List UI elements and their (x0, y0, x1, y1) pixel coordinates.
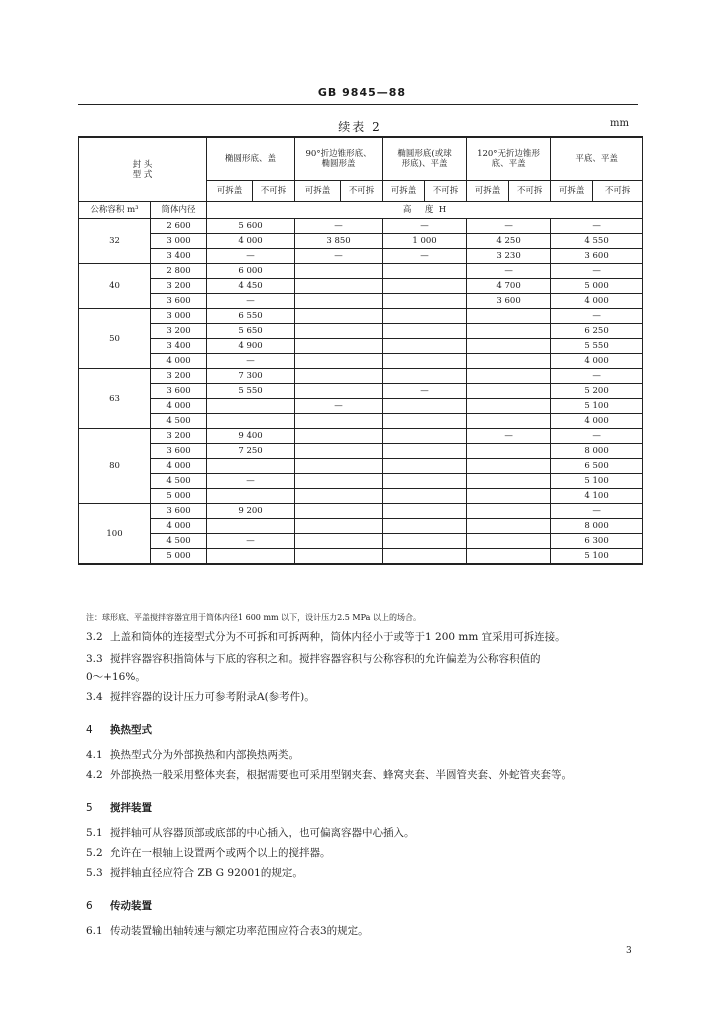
diameter-cell: 3 600 (151, 444, 207, 459)
table-row (79, 309, 643, 324)
diameter-cell: 3 600 (151, 294, 207, 309)
height-cell: 7 300 (207, 369, 295, 384)
height-cell (383, 414, 467, 429)
head-type-label: 封 头 型 式 (79, 137, 207, 202)
table-row (79, 294, 643, 309)
height-cell: — (207, 474, 295, 489)
item-4-2 (86, 768, 636, 783)
height-cell: 5 100 (551, 474, 643, 489)
height-cell: 9 200 (207, 504, 295, 519)
height-cell (383, 324, 467, 339)
height-cell (467, 459, 551, 474)
height-cell (207, 414, 295, 429)
sub-fixed: 不可拆 (593, 181, 643, 202)
height-cell (383, 519, 467, 534)
height-cell (383, 264, 467, 279)
height-cell: — (295, 249, 383, 264)
height-cell (383, 489, 467, 504)
diameter-cell: 5 000 (151, 549, 207, 565)
table-row (79, 444, 643, 459)
section-5-heading (86, 800, 152, 815)
diameter-cell: 2 600 (151, 219, 207, 234)
col-group-5: 平底、平盖 (551, 137, 643, 181)
table-row (79, 264, 643, 279)
height-cell: 3 600 (467, 294, 551, 309)
section-title: 换热型式 (110, 724, 152, 736)
height-cell: 5 200 (551, 384, 643, 399)
table-row (79, 489, 643, 504)
diameter-cell: 3 000 (151, 309, 207, 324)
height-cell (383, 549, 467, 565)
table-row (79, 354, 643, 369)
height-cell: 6 550 (207, 309, 295, 324)
height-cell: — (207, 354, 295, 369)
sub-removable: 可拆盖 (467, 181, 509, 202)
diameter-cell: 4 500 (151, 474, 207, 489)
height-cell: — (467, 264, 551, 279)
height-cell (383, 399, 467, 414)
para-text: 上盖和筒体的连接型式分为不可拆和可拆两种，筒体内径小于或等于1 200 mm 宜采用可拆连接。 (110, 631, 566, 643)
table-row (79, 459, 643, 474)
height-cell (295, 429, 383, 444)
height-cell (467, 399, 551, 414)
height-cell: — (551, 429, 643, 444)
para-text: 外部换热一般采用整体夹套，根据需要也可采用型钢夹套、蜂窝夹套、半圆管夹套、外蛇管夹套等。 (110, 769, 572, 781)
height-cell (383, 459, 467, 474)
height-cell (383, 279, 467, 294)
table-row (79, 234, 643, 249)
height-cell: — (551, 369, 643, 384)
height-cell (295, 369, 383, 384)
diameter-cell: 4 000 (151, 459, 207, 474)
sub-fixed: 不可拆 (425, 181, 467, 202)
height-cell (383, 339, 467, 354)
diameter-cell: 2 800 (151, 264, 207, 279)
para-text: 传动装置输出轴转速与额定功率范围应符合表3的规定。 (110, 925, 369, 937)
capacity-cell: 63 (79, 369, 151, 429)
height-cell: 4 100 (551, 489, 643, 504)
para-number: 4.2 (86, 769, 103, 781)
col-group-4: 120°无折边锥形 底、平盖 (467, 137, 551, 181)
height-cell: 4 900 (207, 339, 295, 354)
height-cell: 3 230 (467, 249, 551, 264)
height-cell (207, 549, 295, 565)
diameter-cell: 3 200 (151, 279, 207, 294)
col-diameter-header: 筒体内径 (151, 202, 207, 219)
capacity-cell: 32 (79, 219, 151, 264)
para-number: 5.2 (86, 847, 103, 859)
para-text: 搅拌容器容积指筒体与下底的容积之和。搅拌容器容积与公称容积的允许偏差为公称容积值的 (110, 653, 541, 665)
col-group-2: 90°折边锥形底、 椭圆形盖 (295, 137, 383, 181)
table-row (79, 219, 643, 234)
item-5-3 (86, 866, 636, 881)
height-cell (467, 414, 551, 429)
item-5-1 (86, 826, 636, 841)
height-cell: — (383, 249, 467, 264)
para-text: 搅拌容器的设计压力可参考附录A(参考件)。 (110, 691, 315, 703)
paragraph-3-3-cont (86, 670, 636, 685)
sub-removable: 可拆盖 (295, 181, 341, 202)
paragraph-3-4 (86, 690, 636, 705)
capacity-cell: 100 (79, 504, 151, 565)
table-unit: mm (610, 118, 629, 129)
height-cell: — (295, 219, 383, 234)
height-cell: 6 250 (551, 324, 643, 339)
header-rule (78, 104, 638, 105)
capacity-cell: 50 (79, 309, 151, 369)
diameter-cell: 3 200 (151, 369, 207, 384)
sub-removable: 可拆盖 (207, 181, 253, 202)
height-cell (467, 354, 551, 369)
height-cell: 4 000 (551, 354, 643, 369)
height-cell (295, 504, 383, 519)
section-6-heading (86, 898, 152, 913)
height-cell: 4 000 (551, 294, 643, 309)
height-cell (467, 384, 551, 399)
para-number: 3.3 (86, 653, 103, 665)
height-cell (383, 294, 467, 309)
height-cell: 5 100 (551, 549, 643, 565)
table-row (79, 399, 643, 414)
paragraph-3-3 (86, 652, 636, 667)
height-cell: — (207, 249, 295, 264)
capacity-cell: 40 (79, 264, 151, 309)
height-cell (383, 429, 467, 444)
item-6-1 (86, 924, 636, 939)
height-cell: — (551, 309, 643, 324)
table-row (79, 324, 643, 339)
diameter-cell: 3 600 (151, 504, 207, 519)
height-cell (207, 519, 295, 534)
height-cell: 4 000 (207, 234, 295, 249)
height-cell (295, 414, 383, 429)
page-number: 3 (626, 946, 632, 956)
height-cell (383, 534, 467, 549)
height-cell (207, 399, 295, 414)
table-row (79, 474, 643, 489)
section-title: 传动装置 (110, 900, 152, 912)
height-cell: — (383, 219, 467, 234)
height-cell (295, 489, 383, 504)
height-cell (467, 489, 551, 504)
height-cell (295, 309, 383, 324)
diameter-cell: 3 400 (151, 249, 207, 264)
height-cell: — (467, 219, 551, 234)
height-cell: 5 650 (207, 324, 295, 339)
height-cell: 8 000 (551, 519, 643, 534)
diameter-cell: 4 500 (151, 534, 207, 549)
height-cell: — (295, 399, 383, 414)
diameter-cell: 4 000 (151, 399, 207, 414)
table-row (79, 519, 643, 534)
col-group-3: 椭圆形底(或球 形底)、平盖 (383, 137, 467, 181)
paragraph-3-2 (86, 630, 636, 645)
diameter-cell: 4 000 (151, 354, 207, 369)
height-cell (295, 324, 383, 339)
diameter-cell: 5 000 (151, 489, 207, 504)
height-cell: 5 100 (551, 399, 643, 414)
table-row (79, 279, 643, 294)
diameter-cell: 4 000 (151, 519, 207, 534)
height-cell: — (383, 384, 467, 399)
item-5-2 (86, 846, 636, 861)
height-cell: 3 850 (295, 234, 383, 249)
diameter-cell: 3 000 (151, 234, 207, 249)
height-cell (383, 354, 467, 369)
para-text: 搅拌轴直径应符合 ZB G 92001的规定。 (110, 867, 303, 879)
height-cell (467, 324, 551, 339)
height-cell: 8 000 (551, 444, 643, 459)
height-cell (295, 444, 383, 459)
table-row (79, 384, 643, 399)
height-cell (467, 549, 551, 565)
col-group-1: 椭圆形底、盖 (207, 137, 295, 181)
para-text: 搅拌轴可从容器顶部或底部的中心插入，也可偏离容器中心插入。 (110, 827, 415, 839)
height-cell (467, 519, 551, 534)
height-cell (295, 474, 383, 489)
section-number: 5 (86, 802, 93, 814)
height-cell (383, 369, 467, 384)
standard-header: GB 9845—88 (317, 86, 407, 99)
height-cell: — (207, 534, 295, 549)
height-cell (295, 549, 383, 565)
section-4-heading (86, 722, 152, 737)
height-cell (295, 279, 383, 294)
height-cell (467, 309, 551, 324)
height-cell: — (551, 504, 643, 519)
height-cell: — (551, 264, 643, 279)
table-note: 注：球形底、平盖搅拌容器宜用于筒体内径1 600 mm 以下，设计压力2.5 MPa 以上的场合。 (86, 613, 421, 622)
para-number: 5.3 (86, 867, 103, 879)
sub-removable: 可拆盖 (551, 181, 593, 202)
section-number: 4 (86, 724, 93, 736)
diameter-cell: 3 600 (151, 384, 207, 399)
height-cell (295, 294, 383, 309)
table-row (79, 249, 643, 264)
height-cell (295, 384, 383, 399)
para-text: 允许在一根轴上设置两个或两个以上的搅拌器。 (110, 847, 331, 859)
height-cell (383, 504, 467, 519)
para-number: 5.1 (86, 827, 103, 839)
height-cell: 5 000 (551, 279, 643, 294)
height-cell (295, 534, 383, 549)
height-cell: 5 550 (551, 339, 643, 354)
height-cell: 4 700 (467, 279, 551, 294)
height-cell: 9 400 (207, 429, 295, 444)
height-cell: 6 000 (207, 264, 295, 279)
diameter-cell: 3 200 (151, 324, 207, 339)
diameter-cell: 3 200 (151, 429, 207, 444)
table-row (79, 414, 643, 429)
table-row (79, 549, 643, 565)
height-cell: 4 450 (207, 279, 295, 294)
height-cell: — (207, 294, 295, 309)
height-cell: — (467, 429, 551, 444)
height-cell (467, 504, 551, 519)
height-cell (295, 354, 383, 369)
height-cell (295, 339, 383, 354)
section-number: 6 (86, 900, 93, 912)
sub-fixed: 不可拆 (253, 181, 295, 202)
height-cell (467, 534, 551, 549)
table-row (79, 534, 643, 549)
data-table (78, 136, 643, 565)
para-number: 3.2 (86, 631, 103, 643)
height-cell (383, 444, 467, 459)
para-number: 4.1 (86, 749, 103, 761)
height-cell: 4 250 (467, 234, 551, 249)
table-row (79, 369, 643, 384)
height-cell (467, 339, 551, 354)
height-cell: 6 300 (551, 534, 643, 549)
height-cell: 4 000 (551, 414, 643, 429)
height-cell (207, 459, 295, 474)
table-row (79, 504, 643, 519)
table-row (79, 429, 643, 444)
item-4-1 (86, 748, 636, 763)
col-height-header: 高 度 H (207, 202, 643, 219)
sub-removable: 可拆盖 (383, 181, 425, 202)
height-cell (207, 489, 295, 504)
table-caption: 续表 2 (338, 120, 382, 134)
table-row (79, 339, 643, 354)
height-cell (467, 444, 551, 459)
height-cell: — (551, 219, 643, 234)
para-number: 6.1 (86, 925, 103, 937)
height-cell (295, 519, 383, 534)
section-title: 搅拌装置 (110, 802, 152, 814)
height-cell (467, 369, 551, 384)
sub-fixed: 不可拆 (509, 181, 551, 202)
height-cell: 3 600 (551, 249, 643, 264)
height-cell (295, 264, 383, 279)
diameter-cell: 4 500 (151, 414, 207, 429)
height-cell (295, 459, 383, 474)
height-cell: 1 000 (383, 234, 467, 249)
height-cell: 7 250 (207, 444, 295, 459)
para-number: 3.4 (86, 691, 103, 703)
height-cell: 6 500 (551, 459, 643, 474)
height-cell: 4 550 (551, 234, 643, 249)
diameter-cell: 3 400 (151, 339, 207, 354)
height-cell: 5 600 (207, 219, 295, 234)
height-cell: 5 550 (207, 384, 295, 399)
para-text: 换热型式分为外部换热和内部换热两类。 (110, 749, 299, 761)
para-text: 0～+16%。 (86, 671, 146, 683)
col-capacity-header: 公称容积 m³ (79, 202, 151, 219)
height-cell (383, 309, 467, 324)
height-cell (383, 474, 467, 489)
capacity-cell: 80 (79, 429, 151, 504)
height-cell (467, 474, 551, 489)
sub-fixed: 不可拆 (341, 181, 383, 202)
